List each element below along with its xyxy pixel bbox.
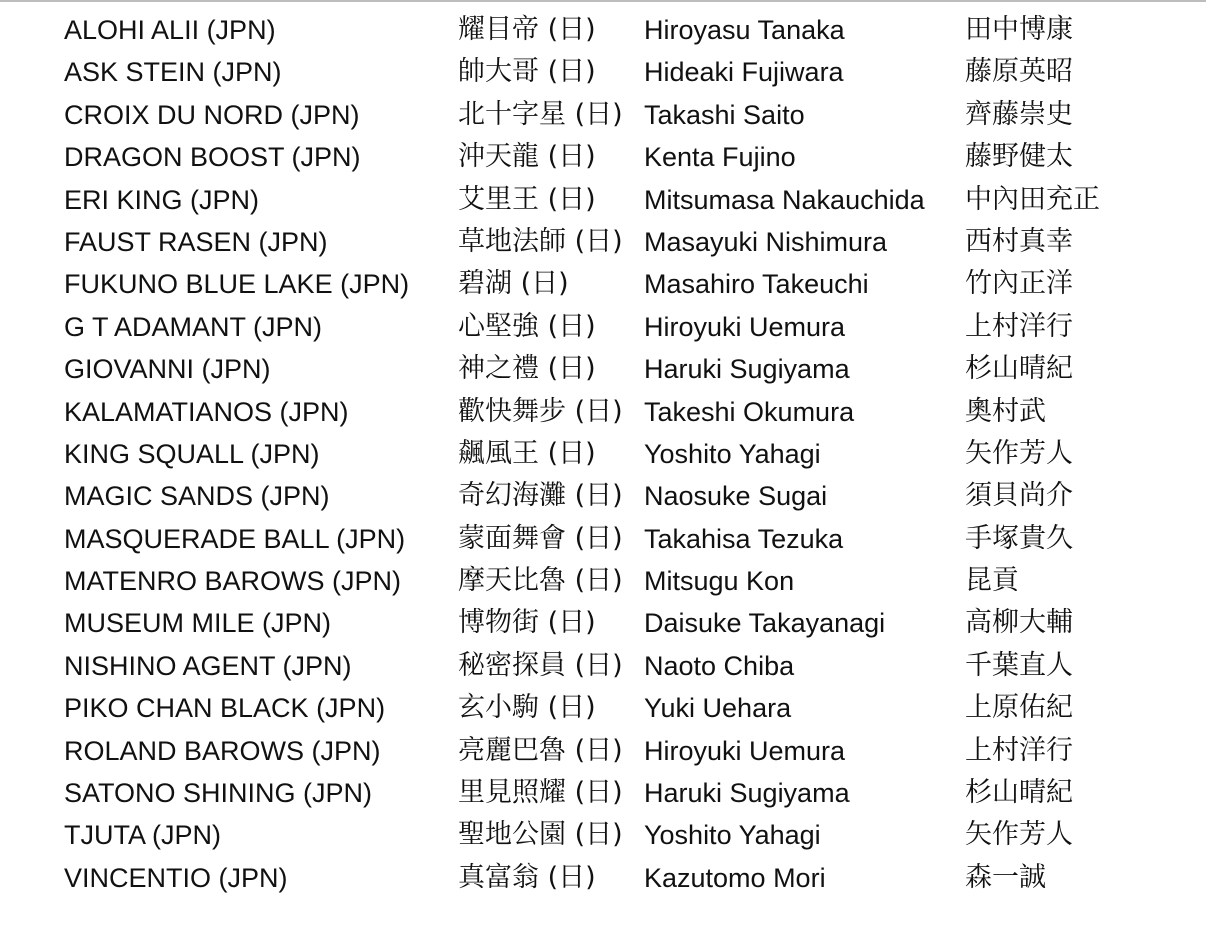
horse-name-chinese: 飆風王 (日) <box>458 437 596 469</box>
list-row <box>64 306 1194 348</box>
trainer-name-english: Takashi Saito <box>644 99 805 130</box>
horse-name-english: ERI KING (JPN) <box>64 184 260 215</box>
trainer-name-english: Haruki Sugiyama <box>644 354 850 385</box>
horse-name-chinese: 北十字星 (日) <box>458 98 623 130</box>
horse-name-chinese: 帥大哥 (日) <box>458 56 596 88</box>
trainer-name-english: Masahiro Takeuchi <box>644 269 869 300</box>
list-row <box>64 857 1194 899</box>
trainer-name-japanese: 杉山晴紀 <box>965 353 1073 385</box>
horse-name-english: MASQUERADE BALL (JPN) <box>64 523 406 554</box>
horse-name-english: ASK STEIN (JPN) <box>64 57 282 88</box>
horse-name-english: KING SQUALL (JPN) <box>64 438 320 469</box>
trainer-name-english: Hiroyasu Tanaka <box>644 15 845 45</box>
horse-name-chinese: 奇幻海灘 (日) <box>458 480 623 512</box>
trainer-name-japanese: 矢作芳人 <box>965 437 1073 469</box>
trainer-name-english: Takahisa Tezuka <box>644 523 844 554</box>
list-row <box>64 221 1194 263</box>
horse-name-chinese: 耀目帝 (日) <box>458 14 596 45</box>
list-row <box>64 475 1194 517</box>
horse-name-english: FUKUNO BLUE LAKE (JPN) <box>64 269 410 300</box>
horse-name-english: MAGIC SANDS (JPN) <box>64 481 330 512</box>
horse-trainer-list <box>64 9 1194 899</box>
trainer-name-english: Hideaki Fujiwara <box>644 57 844 88</box>
list-row <box>64 94 1194 136</box>
horse-name-english: NISHINO AGENT (JPN) <box>64 650 352 681</box>
horse-name-english: MUSEUM MILE (JPN) <box>64 608 332 639</box>
trainer-name-english: Kenta Fujino <box>644 142 796 173</box>
horse-name-english: SATONO SHINING (JPN) <box>64 778 373 809</box>
trainer-name-japanese: 藤原英昭 <box>965 56 1073 88</box>
trainer-name-english: Takeshi Okumura <box>644 396 855 427</box>
horse-name-english: FAUST RASEN (JPN) <box>64 226 328 257</box>
horse-name-chinese: 沖天龍 (日) <box>458 141 596 173</box>
trainer-name-english: Masayuki Nishimura <box>644 226 888 257</box>
horse-name-chinese: 碧湖 (日) <box>458 268 569 300</box>
horse-name-chinese: 亮麗巴魯 (日) <box>458 734 623 766</box>
trainer-name-english: Mitsumasa Nakauchida <box>644 184 925 215</box>
horse-name-chinese: 真富翁 (日) <box>458 861 596 893</box>
list-row <box>64 9 1194 51</box>
horse-name-english: KALAMATIANOS (JPN) <box>64 396 349 427</box>
list-row <box>64 179 1194 221</box>
trainer-name-english: Haruki Sugiyama <box>644 778 850 809</box>
horse-name-english: ROLAND BAROWS (JPN) <box>64 735 381 766</box>
horse-name-chinese: 秘密探員 (日) <box>458 649 623 681</box>
horse-name-english: VINCENTIO (JPN) <box>64 862 288 893</box>
list-row <box>64 263 1194 305</box>
trainer-name-english: Naosuke Sugai <box>644 481 828 512</box>
trainer-name-japanese: 上村洋行 <box>965 310 1073 342</box>
trainer-name-japanese: 齊藤崇史 <box>965 98 1073 130</box>
list-row <box>64 348 1194 390</box>
list-row <box>64 772 1194 814</box>
list-row <box>64 433 1194 475</box>
list-row <box>64 560 1194 602</box>
list-row <box>64 51 1194 93</box>
list-row <box>64 814 1194 856</box>
list-row <box>64 518 1194 560</box>
horse-name-english: TJUTA (JPN) <box>64 820 221 851</box>
trainer-name-english: Yoshito Yahagi <box>644 820 821 851</box>
trainer-name-japanese: 昆貢 <box>965 565 1019 597</box>
trainer-name-english: Hiroyuki Uemura <box>644 735 846 766</box>
trainer-name-japanese: 奧村武 <box>965 395 1046 427</box>
horse-name-english: PIKO CHAN BLACK (JPN) <box>64 693 386 724</box>
trainer-name-japanese: 手塚貴久 <box>965 522 1073 554</box>
horse-name-chinese: 神之禮 (日) <box>458 353 596 385</box>
horse-name-chinese: 蒙面舞會 (日) <box>458 522 623 554</box>
list-row <box>64 645 1194 687</box>
horse-name-english: GIOVANNI (JPN) <box>64 354 271 385</box>
horse-name-chinese: 艾里王 (日) <box>458 183 596 215</box>
horse-name-english: DRAGON BOOST (JPN) <box>64 142 361 173</box>
trainer-name-japanese: 竹內正洋 <box>965 268 1073 300</box>
horse-name-chinese: 博物街 (日) <box>458 607 596 639</box>
horse-name-english: CROIX DU NORD (JPN) <box>64 99 360 130</box>
top-border <box>0 0 1206 2</box>
trainer-name-japanese: 藤野健太 <box>965 141 1073 173</box>
horse-name-chinese: 草地法師 (日) <box>458 225 623 257</box>
trainer-name-japanese: 森一誠 <box>965 861 1046 893</box>
list-row <box>64 602 1194 644</box>
trainer-name-japanese: 杉山晴紀 <box>965 777 1073 809</box>
trainer-name-japanese: 中內田充正 <box>965 183 1100 215</box>
horse-name-chinese: 里見照耀 (日) <box>458 777 623 809</box>
trainer-name-japanese: 須貝尚介 <box>965 480 1073 512</box>
trainer-name-english: Naoto Chiba <box>644 650 795 681</box>
horse-name-chinese: 心堅強 (日) <box>458 310 596 342</box>
trainer-name-japanese: 田中博康 <box>965 14 1073 45</box>
trainer-name-english: Kazutomo Mori <box>644 862 826 893</box>
trainer-name-english: Yoshito Yahagi <box>644 438 821 469</box>
trainer-name-japanese: 上村洋行 <box>965 734 1073 766</box>
trainer-name-japanese: 矢作芳人 <box>965 819 1073 851</box>
trainer-name-english: Hiroyuki Uemura <box>644 311 846 342</box>
trainer-name-english: Daisuke Takayanagi <box>644 608 886 639</box>
list-row <box>64 136 1194 178</box>
horse-name-english: ALOHI ALII (JPN) <box>64 15 276 45</box>
list-row <box>64 391 1194 433</box>
trainer-name-japanese: 西村真幸 <box>965 225 1073 257</box>
horse-name-english: G T ADAMANT (JPN) <box>64 311 323 342</box>
horse-name-chinese: 聖地公園 (日) <box>458 819 623 851</box>
trainer-name-japanese: 千葉直人 <box>965 649 1073 681</box>
horse-name-chinese: 歡快舞步 (日) <box>458 395 623 427</box>
horse-name-chinese: 玄小駒 (日) <box>458 692 596 724</box>
list-row <box>64 687 1194 729</box>
horse-name-english: MATENRO BAROWS (JPN) <box>64 566 401 597</box>
trainer-name-english: Yuki Uehara <box>644 693 792 724</box>
horse-name-chinese: 摩天比魯 (日) <box>458 565 623 597</box>
trainer-name-japanese: 上原佑紀 <box>965 692 1073 724</box>
trainer-name-japanese: 高柳大輔 <box>965 607 1073 639</box>
trainer-name-english: Mitsugu Kon <box>644 566 795 597</box>
list-row <box>64 730 1194 772</box>
